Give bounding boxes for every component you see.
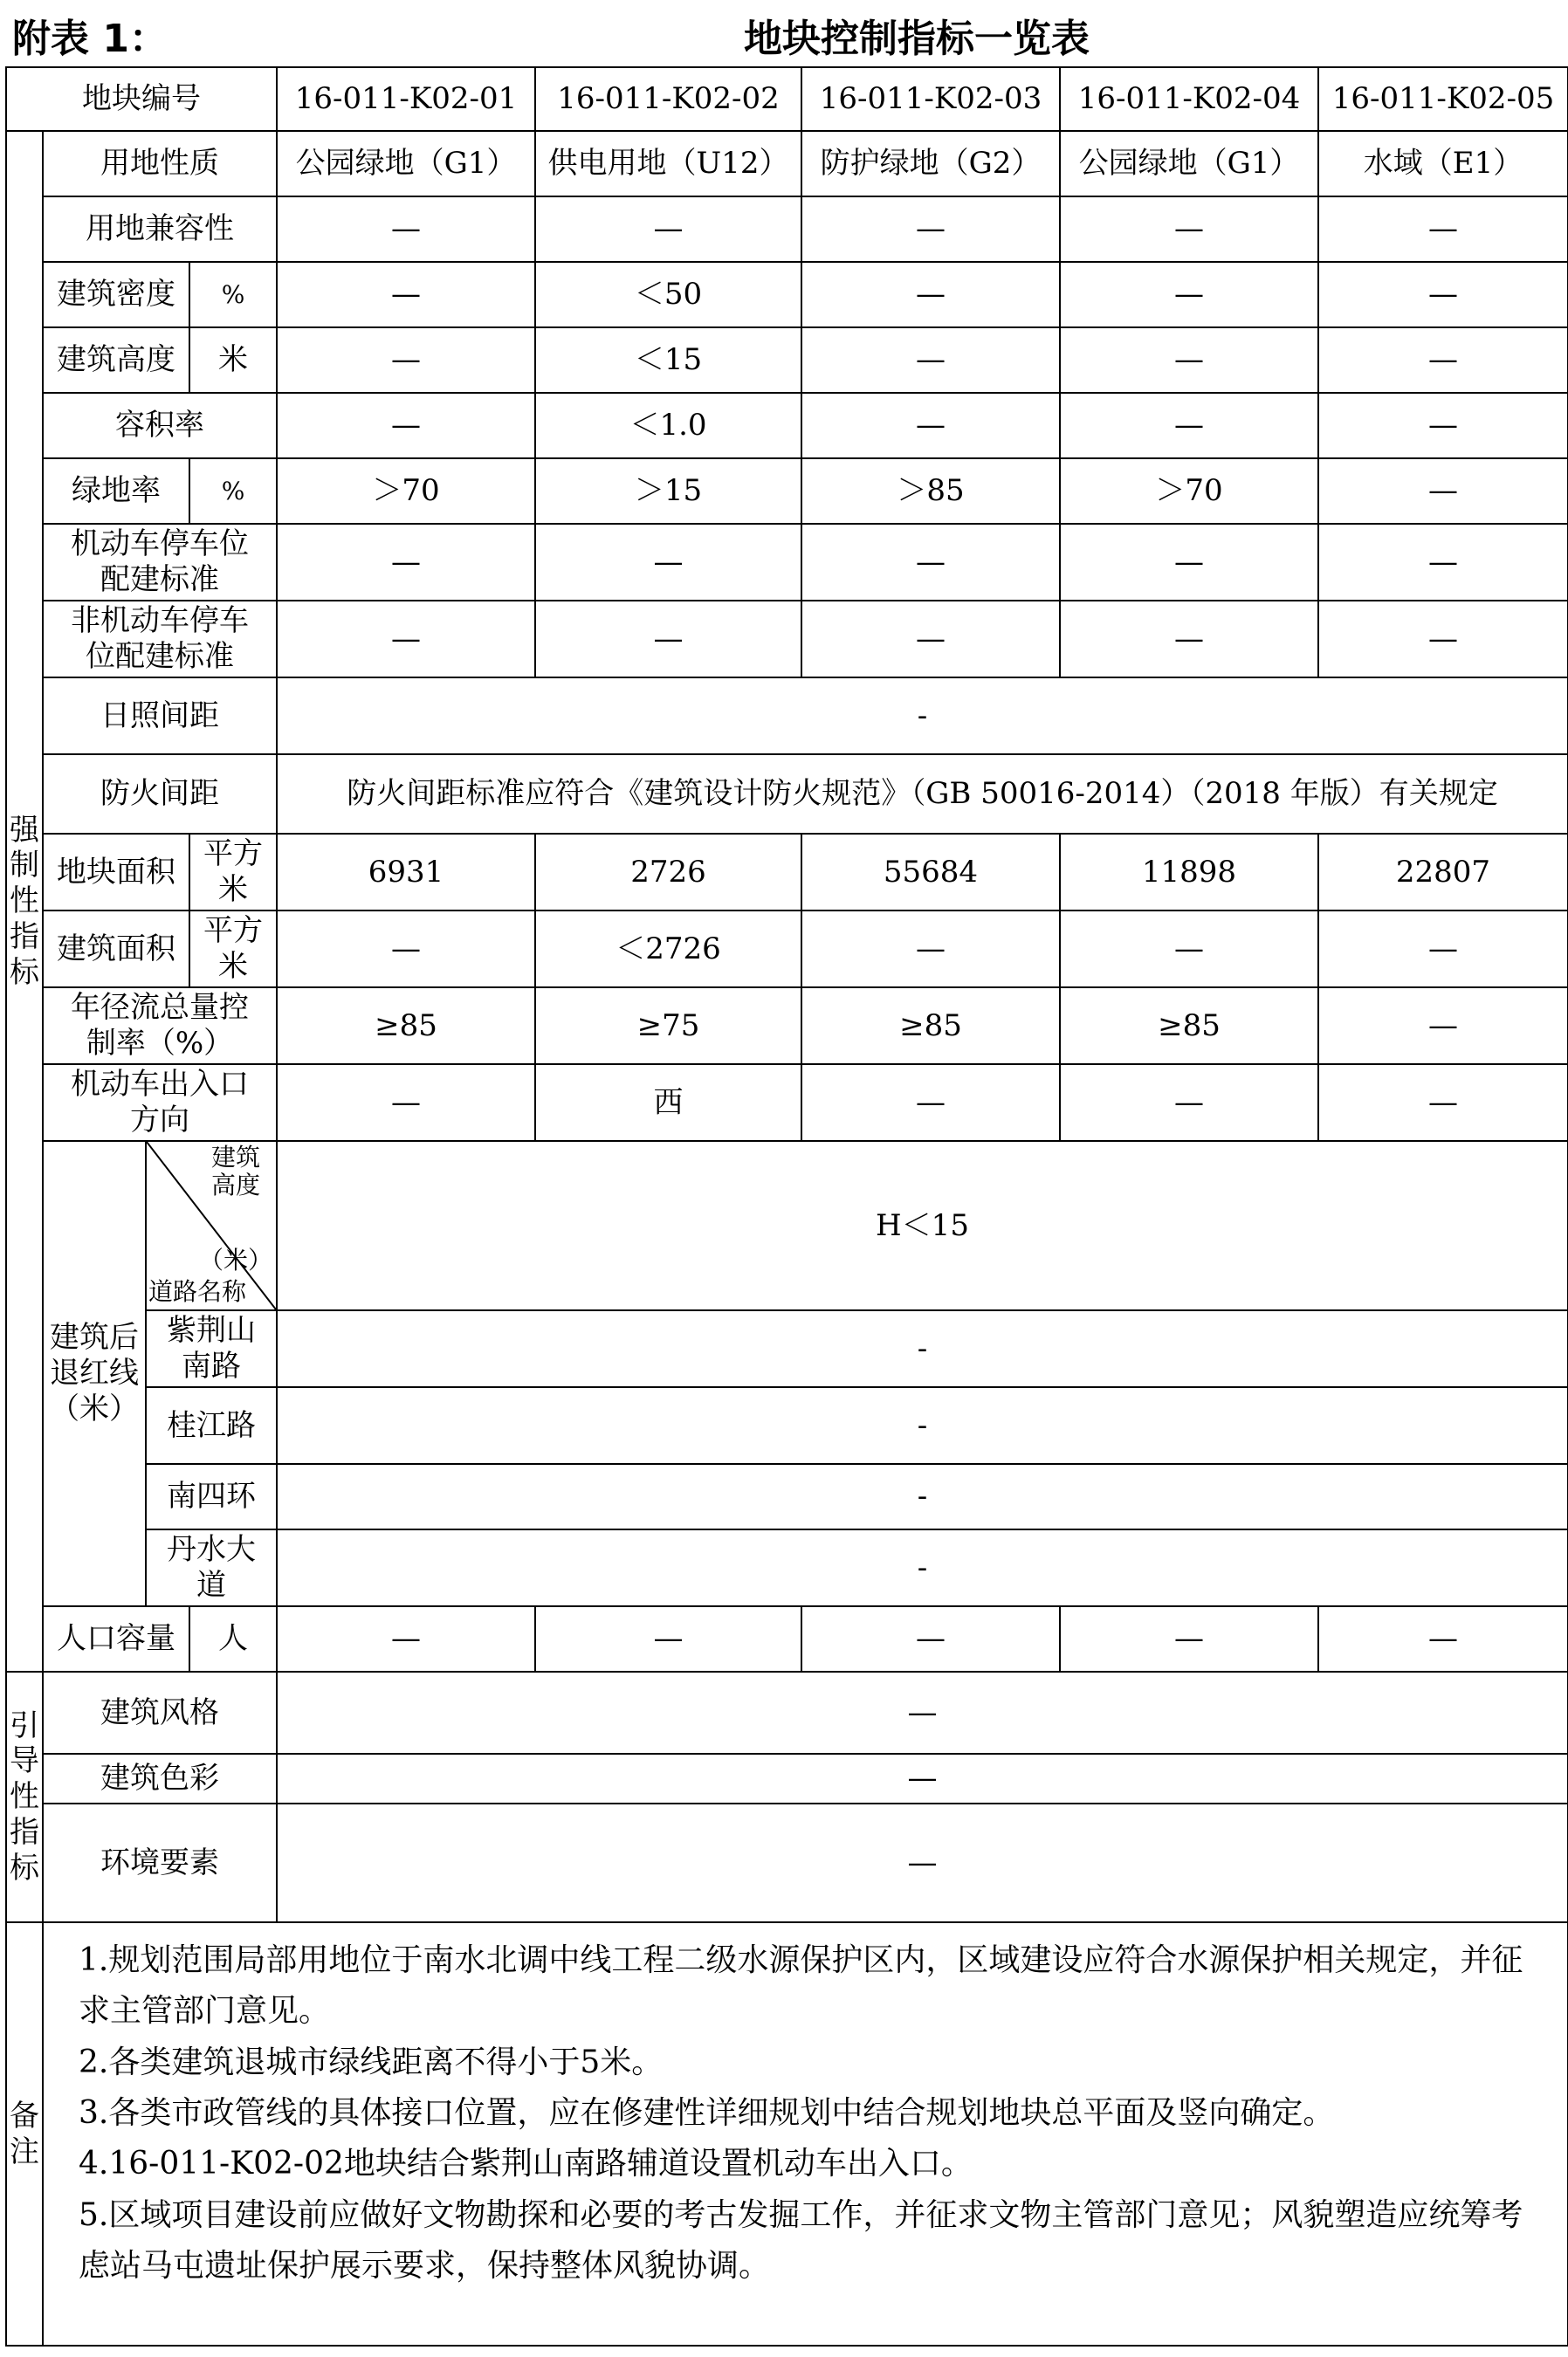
unit-floor-area: 平方 米 [189,911,277,987]
row-bike-parking [6,601,1568,677]
cell: ≥85 [1060,987,1318,1064]
cell: 22807 [1318,834,1568,911]
cell: - [277,1387,1568,1464]
diag-header-unit: （米） [198,1245,272,1275]
cell: — [535,601,801,677]
label-runoff: 年径流总量控 制率（%） [43,987,277,1064]
appendix-label: 附表 1： [12,17,168,61]
cell: 公园绿地（G1） [277,131,535,196]
cell: — [1060,262,1318,327]
road-name: 南四环 [146,1464,277,1529]
road-name: 紫荆山 南路 [146,1310,277,1387]
notes-label: 备 注 [6,1922,43,2346]
cell: 55684 [801,834,1060,911]
unit-green-ratio: % [189,458,277,524]
parcel-id-5: 16-011-K02-05 [1318,67,1568,131]
cell: — [277,1064,535,1141]
row-compatibility [6,196,1568,262]
mandatory-category-label: 强 制 性 指 标 [6,131,43,1672]
row-setback-road [6,1464,1568,1529]
cell: ≥85 [801,987,1060,1064]
note-item: 4.16-011-K02-02地块结合紫荆山南路辅道设置机动车出入口。 [79,2146,973,2182]
cell: — [277,262,535,327]
cell: — [277,327,535,393]
cell: - [277,1464,1568,1529]
row-density [6,262,1568,327]
parcel-id-header: 地块编号 [6,67,277,131]
row-building-style [6,1672,1568,1754]
row-building-color [6,1754,1568,1804]
cell: — [1060,1606,1318,1672]
cell: — [801,524,1060,601]
cell: — [1318,524,1568,601]
cell: — [1060,393,1318,458]
parcel-id-2: 16-011-K02-02 [535,67,801,131]
cell: — [1060,196,1318,262]
road-name: 丹水大 道 [146,1529,277,1606]
row-runoff [6,987,1568,1064]
cell: — [277,1606,535,1672]
parcel-id-3: 16-011-K02-03 [801,67,1060,131]
cell: ＜1.0 [535,393,801,458]
notes-content [43,1922,1568,2346]
row-car-parking [6,524,1568,601]
label-building-style: 建筑风格 [43,1672,277,1754]
cell: ＞70 [1060,458,1318,524]
setback-diagonal-header [146,1141,277,1310]
label-access-direction: 机动车出入口 方向 [43,1064,277,1141]
cell: — [1318,601,1568,677]
cell: — [535,196,801,262]
cell: — [801,196,1060,262]
cell: — [535,524,801,601]
cell: — [277,1754,1568,1804]
unit-site-area: 平方 米 [189,834,277,911]
cell-fire-spacing: 防火间距标准应符合《建筑设计防火规范》（GB 50016-2014）（2018 年版）有关规定 [277,754,1568,834]
cell-sunlight: - [277,677,1568,754]
cell: - [277,1529,1568,1606]
unit-height: 米 [189,327,277,393]
cell: — [1060,1064,1318,1141]
cell: — [1318,1064,1568,1141]
cell: ＜15 [535,327,801,393]
note-item: 2.各类建筑退城市绿线距离不得小于5米。 [79,2044,664,2080]
cell: — [277,196,535,262]
cell: 水域（E1） [1318,131,1568,196]
cell: — [801,1606,1060,1672]
row-site-area [6,834,1568,911]
cell: — [1318,458,1568,524]
label-compatibility: 用地兼容性 [43,196,277,262]
diag-header-height: 建筑 高度 [210,1143,260,1200]
label-floor-area: 建筑面积 [43,911,189,987]
note-item: 3.各类市政管线的具体接口位置，应在修建性详细规划中结合规划地块总平面及竖向确定。 [79,2094,1335,2131]
row-setback-road [6,1529,1568,1606]
cell: 西 [535,1064,801,1141]
cell: 2726 [535,834,801,911]
label-fire-spacing: 防火间距 [43,754,277,834]
cell: ≥75 [535,987,801,1064]
cell: 公园绿地（G1） [1060,131,1318,196]
cell: ＜2726 [535,911,801,987]
label-green-ratio: 绿地率 [43,458,189,524]
table-header-row [6,67,1568,131]
cell: — [801,262,1060,327]
cell: ＞70 [277,458,535,524]
cell: — [1060,911,1318,987]
cell: — [277,911,535,987]
cell: — [801,1064,1060,1141]
guiding-category-label: 引 导 性 指 标 [6,1672,43,1922]
label-bike-parking: 非机动车停车 位配建标准 [43,601,277,677]
cell: — [801,327,1060,393]
cell: — [1060,524,1318,601]
cell: 6931 [277,834,535,911]
cell: — [1318,196,1568,262]
page-title: 地块控制指标一览表 [744,17,1090,61]
unit-population: 人 [189,1606,277,1672]
cell: — [277,601,535,677]
note-item: 5.区域项目建设前应做好文物勘探和必要的考古发掘工作，并征求文物主管部门意见；风貌塑造应统筹考虑站马屯遗址保护展示要求，保持整体风貌协调。 [79,2196,1523,2284]
label-sunlight: 日照间距 [43,677,277,754]
row-height [6,327,1568,393]
cell: - [277,1310,1568,1387]
row-setback-road [6,1310,1568,1387]
row-environment [6,1804,1568,1922]
row-floor-area [6,911,1568,987]
cell-setback-height: H＜15 [277,1141,1568,1310]
label-population: 人口容量 [43,1606,189,1672]
label-site-area: 地块面积 [43,834,189,911]
cell: 供电用地（U12） [535,131,801,196]
row-access-direction [6,1064,1568,1141]
cell: — [801,393,1060,458]
cell: — [277,393,535,458]
label-land-use: 用地性质 [43,131,277,196]
label-height: 建筑高度 [43,327,189,393]
note-item: 1.规划范围局部用地位于南水北调中线工程二级水源保护区内，区域建设应符合水源保护相关规定，并征求主管部门意见。 [79,1942,1523,2030]
cell: — [1318,393,1568,458]
row-sunlight [6,677,1568,754]
cell: — [1318,1606,1568,1672]
cell: — [535,1606,801,1672]
cell: — [1060,601,1318,677]
cell: — [1060,327,1318,393]
row-setback-road [6,1387,1568,1464]
cell: — [801,911,1060,987]
row-notes [6,1922,1568,2346]
cell: — [1318,262,1568,327]
row-far [6,393,1568,458]
label-far: 容积率 [43,393,277,458]
label-building-color: 建筑色彩 [43,1754,277,1804]
cell: 防护绿地（G2） [801,131,1060,196]
row-setback-height [6,1141,1568,1310]
cell: — [1318,327,1568,393]
row-green-ratio [6,458,1568,524]
road-name: 桂江路 [146,1387,277,1464]
control-index-table [5,66,1568,2347]
cell: — [277,524,535,601]
cell: ＞15 [535,458,801,524]
cell: ＞85 [801,458,1060,524]
row-fire-spacing [6,754,1568,834]
label-density: 建筑密度 [43,262,189,327]
parcel-id-4: 16-011-K02-04 [1060,67,1318,131]
cell: — [1318,911,1568,987]
cell: ＜50 [535,262,801,327]
cell: — [277,1804,1568,1922]
label-car-parking: 机动车停车位 配建标准 [43,524,277,601]
row-population [6,1606,1568,1672]
cell: — [801,601,1060,677]
cell: 11898 [1060,834,1318,911]
row-land-use [6,131,1568,196]
cell: — [1318,987,1568,1064]
parcel-id-1: 16-011-K02-01 [277,67,535,131]
cell: — [277,1672,1568,1754]
diag-header-road: 道路名称 [148,1276,247,1306]
label-environment: 环境要素 [43,1804,277,1922]
cell: ≥85 [277,987,535,1064]
unit-density: % [189,262,277,327]
label-setback: 建筑后 退红线 （米） [43,1141,146,1606]
